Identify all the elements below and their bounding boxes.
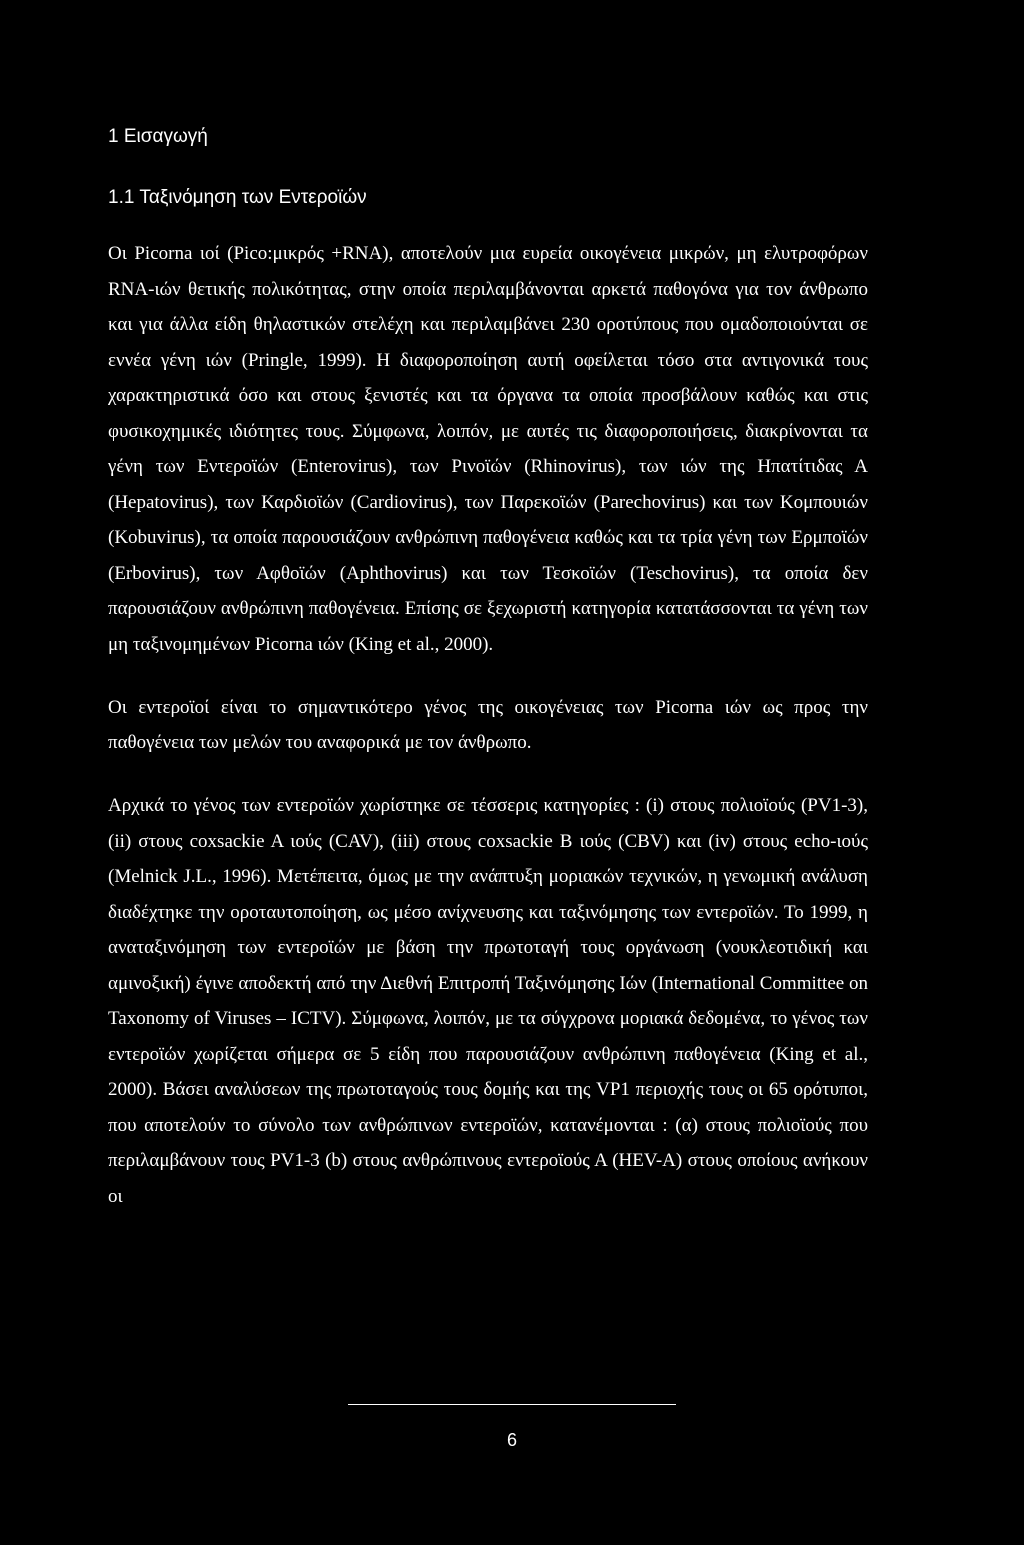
chapter-heading: 1 Εισαγωγή: [108, 126, 208, 147]
page-number: 6: [506, 1430, 517, 1450]
paragraph-enterovirus-importance: Οι εντεροϊοί είναι το σημαντικότερο γένος της οικογένειας των Picorna ιών ως προς την παθογένεια των μελών του αναφορικά με τον άνθρωπο.: [108, 696, 868, 753]
section-heading: 1.1 Ταξινόμηση των Εντεροϊών: [108, 187, 367, 208]
paragraph-picorna-intro: Οι Picorna ιοί (Pico:μικρός +RNA), αποτελούν μια ευρεία οικογένεια μικρών, μη ελυτροφόρων RNA-ιών θετικής πολικότητας, στην οποία περιλαμβάνονται αρκετά παθογόνα για τον άνθρωπο και για άλλα είδη θηλαστικών στελέχη και περιλαμβάνει 230 οροτύπους που ομαδοποιούνται σε εννέα γένη ιών (Pringle, 1999). Η διαφοροποίηση αυτή οφείλεται τόσο στα αντιγονικά τους χαρακτηριστικά όσο και στους ξενιστές και τα όργανα τα οποία προσβάλουν καθώς και στις φυσικοχημικές ιδιότητες τους. Σύμφωνα, λοιπόν, με αυτές τις διαφοροποιήσεις, διακρίνονται τα γένη των Εντεροϊών (Enterovirus), των Ρινοϊών (Rhinovirus), των ιών της Ηπατίτιδας Α (Hepatovirus), των Καρδιοϊών (Cardiovirus), των Παρεκοϊών (Parechovirus) και των Κομπουιών (Kobuvirus), τα οποία παρουσιάζουν ανθρώπινη παθογένεια καθώς και τα τρία γένη των Ερμποϊών (Erbovirus), των Αφθοϊών (Aphthovirus) και των Τεσκοϊών (Teschovirus), τα οποία δεν παρουσιάζουν ανθρώπινη παθογένεια. Επίσης σε ξεχωριστή κατηγορία κατατάσσονται τα γένη των μη ταξινομημένων Picorna ιών (King et al., 2000).: [108, 243, 868, 655]
footer-divider: [348, 1404, 676, 1405]
body-text: [108, 236, 868, 1214]
paragraph-enterovirus-classification: Αρχικά το γένος των εντεροϊών χωρίστηκε σε τέσσερις κατηγορίες : (i) στους πολιοϊούς (PV1-3), (ii) στους coxsackie A ιούς (CAV), (iii) στους coxsackie B ιούς (CBV) και (iv) στους echo-ιούς (Melnick J.L., 1996). Μετέπειτα, όμως με την ανάπτυξη μοριακών τεχνικών, η γενωμική ανάλυση διαδέχτηκε την οροταυτοποίηση, ως μέσο ανίχνευσης και ταξινόμησης των εντεροϊών. Το 1999, η αναταξινόμηση των εντεροϊών με βάση την πρωτοταγή τους οργάνωση (νουκλεοτιδική και αμινοξική) έγινε αποδεκτή από την Διεθνή Επιτροπή Ταξινόμησης Ιών (International Committee on Taxonomy of Viruses – ICTV). Σύμφωνα, λοιπόν, με τα σύγχρονα μοριακά δεδομένα, το γένος των εντεροϊών χωρίζεται σήμερα σε 5 είδη που παρουσιάζουν ανθρώπινη παθογένεια (King et al., 2000). Βάσει αναλύσεων της πρωτοταγούς τους δομής και της VP1 περιοχής τους οι 65 ορότυποι, που αποτελούν το σύνολο των ανθρώπινων εντεροϊών, κατανέμονται : (α) στους πολιοϊούς που περιλαμβάνουν τους PV1-3 (b) στους ανθρώπινους εντεροϊούς Α (HEV-A) στους οποίους ανήκουν οι: [108, 795, 868, 1207]
